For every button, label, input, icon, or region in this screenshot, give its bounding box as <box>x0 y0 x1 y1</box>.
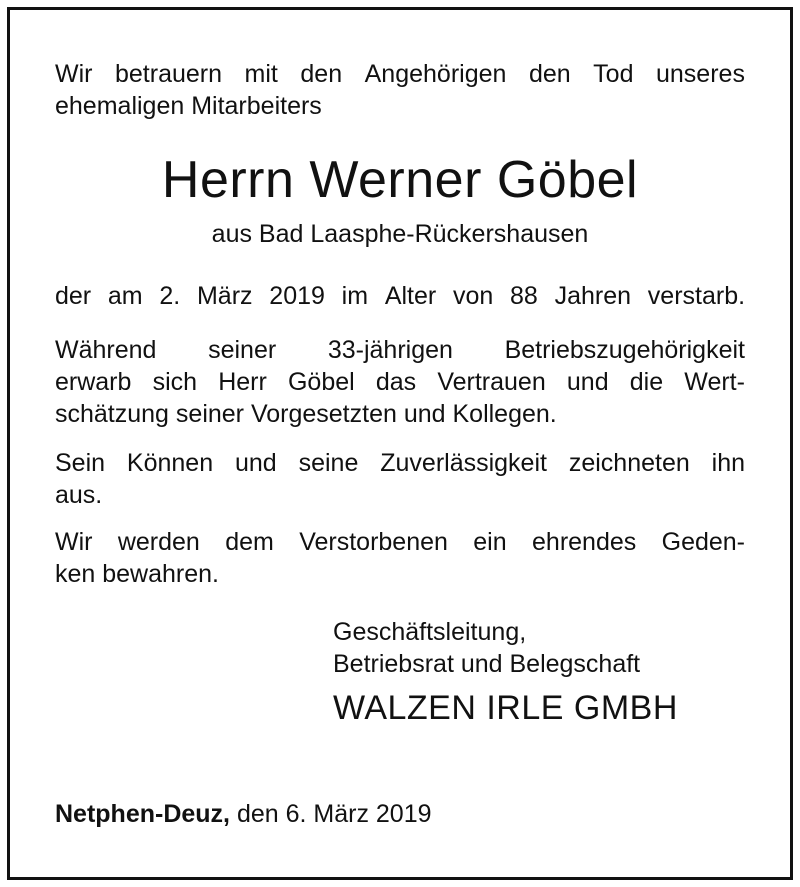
word: mit <box>244 60 278 88</box>
word: Zuverlässigkeit <box>380 449 547 477</box>
word: Können <box>126 449 214 477</box>
notice-border <box>7 7 793 880</box>
word: zeichneten <box>568 449 690 477</box>
word: Jahren <box>554 282 632 310</box>
word: und <box>235 449 277 477</box>
paragraph1-line2 <box>55 366 745 398</box>
place-name: Netphen-Deuz, <box>55 800 230 828</box>
word: Göbel <box>287 368 355 396</box>
word: seine <box>298 449 359 477</box>
place-date-line <box>55 798 432 830</box>
word: Alter <box>384 282 437 310</box>
word: werden <box>117 528 200 556</box>
word: am <box>107 282 143 310</box>
word: 2019 <box>269 282 325 310</box>
intro-line-1 <box>55 58 745 90</box>
paragraph1-line3: schätzung seiner Vorgesetzten und Kollegen. <box>55 400 557 428</box>
deceased-origin: aus Bad Laasphe-Rückershausen <box>211 220 589 248</box>
word: Wir <box>55 528 93 556</box>
deceased-name: Herrn Werner Göbel <box>161 151 639 209</box>
word: 88 <box>510 282 538 310</box>
signature-line-1: Geschäftsleitung, <box>333 618 527 646</box>
word: den <box>300 60 343 88</box>
word: den <box>528 60 571 88</box>
word: von <box>452 282 494 310</box>
word: ein <box>473 528 507 556</box>
intro-line-2: ehemaligen Mitarbeiters <box>55 92 322 120</box>
paragraph3-line1 <box>55 526 745 558</box>
paragraph1-line1 <box>55 334 745 366</box>
death-date-line <box>55 280 745 312</box>
word: erwarb <box>55 368 132 396</box>
word: 33-jährigen <box>327 336 453 364</box>
word: dem <box>225 528 274 556</box>
word: betrauern <box>115 60 223 88</box>
word: Sein <box>55 449 106 477</box>
word: Verstorbenen <box>299 528 448 556</box>
word: Geden- <box>661 528 746 556</box>
notice-date: den 6. März 2019 <box>236 800 432 828</box>
word: Wir <box>55 60 93 88</box>
paragraph3-line2: ken bewahren. <box>55 560 220 588</box>
word: verstarb. <box>647 282 746 310</box>
word: der <box>55 282 92 310</box>
word: März <box>196 282 253 310</box>
word: Während <box>55 336 157 364</box>
word: Betriebszugehörigkeit <box>504 336 745 364</box>
word: im <box>341 282 369 310</box>
word: Tod <box>593 60 634 88</box>
word: unseres <box>656 60 745 88</box>
paragraph2-line1 <box>55 447 745 479</box>
word: Herr <box>218 368 267 396</box>
word: das <box>375 368 417 396</box>
signature-line-2: Betriebsrat und Belegschaft <box>333 650 641 678</box>
word: Wert- <box>684 368 745 396</box>
word: 2. <box>159 282 181 310</box>
word: ihn <box>711 449 746 477</box>
word: seiner <box>208 336 277 364</box>
word: Vertrauen <box>437 368 546 396</box>
word: und <box>566 368 609 396</box>
word: sich <box>152 368 198 396</box>
word: die <box>629 368 664 396</box>
word: Angehörigen <box>364 60 507 88</box>
word: ehrendes <box>532 528 637 556</box>
paragraph2-line2: aus. <box>55 481 103 509</box>
company-name: WALZEN IRLE GMBH <box>333 689 678 727</box>
